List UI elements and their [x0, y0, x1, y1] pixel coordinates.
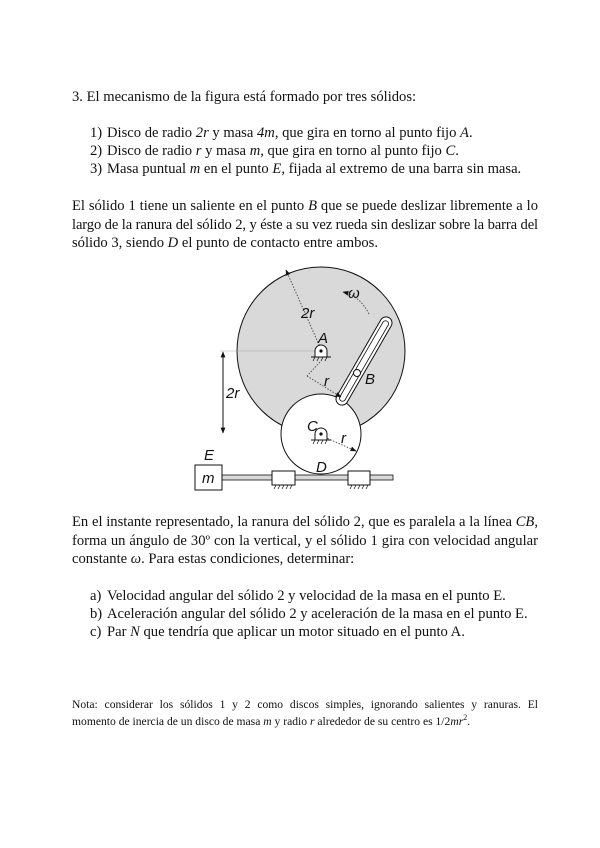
- text-run: .: [468, 125, 473, 141]
- list-marker: 2): [90, 143, 103, 159]
- text-run: Masa puntual: [107, 161, 190, 177]
- text-run: el punto de contacto entre ambos.: [178, 235, 379, 251]
- text-run: 3. El mecanismo de la figura está formado por tres sólidos:: [72, 89, 417, 105]
- text-run: largo de la ranura del sólido 2, y éste a su vez rueda sin deslizar sobre la barra del: [72, 217, 538, 233]
- math-symbol: CB: [515, 514, 535, 530]
- text-run: .: [467, 715, 471, 728]
- text-run: sólido 3, siendo: [72, 235, 168, 251]
- text-run: .: [455, 143, 459, 159]
- math-symbol: r: [195, 143, 202, 159]
- label-m: m: [202, 470, 215, 487]
- math-symbol: mr: [450, 715, 464, 728]
- text-run: , que gira en torno al punto fijo: [260, 143, 446, 159]
- list-marker: a): [90, 588, 102, 604]
- text-run: Par: [107, 624, 131, 640]
- list-marker: c): [90, 624, 102, 640]
- label-B: B: [365, 371, 376, 388]
- math-symbol: A: [460, 125, 469, 141]
- text-run: Nota: considerar los sólidos 1 y 2 como discos simples, ignorando salientes y ranuras. El: [72, 698, 538, 711]
- text-run: y masa: [201, 143, 250, 159]
- text-run: y radio: [271, 715, 310, 728]
- math-symbol: m: [263, 715, 272, 728]
- math-symbol: C: [445, 143, 456, 159]
- math-symbol: ω: [130, 551, 142, 567]
- text-run: Disco de radio: [107, 125, 196, 141]
- math-symbol: 2r: [195, 125, 209, 141]
- text-run: que se puede deslizar libremente a lo: [317, 198, 538, 214]
- disks: [237, 267, 405, 474]
- text-run: Velocidad angular del sólido 2 y velocidad de la masa en el punto E.: [107, 588, 506, 604]
- label-height-2r: 2r: [226, 385, 240, 402]
- math-symbol: r: [309, 715, 315, 728]
- label-r-AB: r: [324, 373, 329, 390]
- text-run: Disco de radio: [107, 143, 196, 159]
- label-r: r: [341, 430, 346, 447]
- math-symbol: B: [308, 198, 318, 214]
- text-run: . Para estas condiciones, determinar:: [141, 551, 355, 567]
- math-symbol: 4m: [256, 125, 275, 141]
- list-marker: 1): [90, 125, 103, 141]
- text-run: forma un ángulo de 30º con la vertical, y el sólido 1 gira con velocidad angular: [72, 533, 538, 549]
- text-run: constante: [72, 551, 131, 567]
- text-run: 2: [463, 713, 468, 723]
- text-run: que tendría que aplicar un motor situado en el punto A.: [139, 624, 465, 640]
- text-run: En el instante representado, la ranura del sólido 2, que es paralela a la línea: [72, 514, 516, 530]
- math-symbol: D: [167, 235, 179, 251]
- label-omega: ω: [348, 285, 360, 302]
- math-symbol: E: [272, 161, 282, 177]
- text-run: alrededor de su centro es 1/2: [314, 715, 451, 728]
- text-run: , que gira en torno al punto fijo: [274, 125, 461, 141]
- label-2r: 2r: [301, 305, 315, 322]
- text-run: en el punto: [200, 161, 273, 177]
- list-marker: 3): [90, 161, 103, 177]
- text-run: y masa: [208, 125, 257, 141]
- label-E: E: [204, 447, 215, 464]
- text-run: El sólido 1 tiene un saliente en el punto: [72, 198, 309, 214]
- slider-2: [348, 471, 370, 489]
- text-run: ,: [534, 514, 538, 530]
- math-symbol: m: [249, 143, 261, 159]
- text-run: , fijada al extremo de una barra sin masa.: [281, 161, 522, 177]
- slider-1: [272, 471, 295, 489]
- label-D: D: [316, 459, 327, 476]
- text-run: momento de inercia de un disco de masa: [72, 715, 264, 728]
- math-symbol: m: [189, 161, 201, 177]
- text-run: Aceleración angular del sólido 2 y aceleración de la masa en el punto E.: [107, 606, 528, 622]
- label-A: A: [318, 330, 329, 347]
- label-C: C: [307, 418, 318, 435]
- pin-B: [354, 370, 361, 377]
- math-symbol: N: [130, 624, 140, 640]
- list-marker: b): [90, 606, 103, 622]
